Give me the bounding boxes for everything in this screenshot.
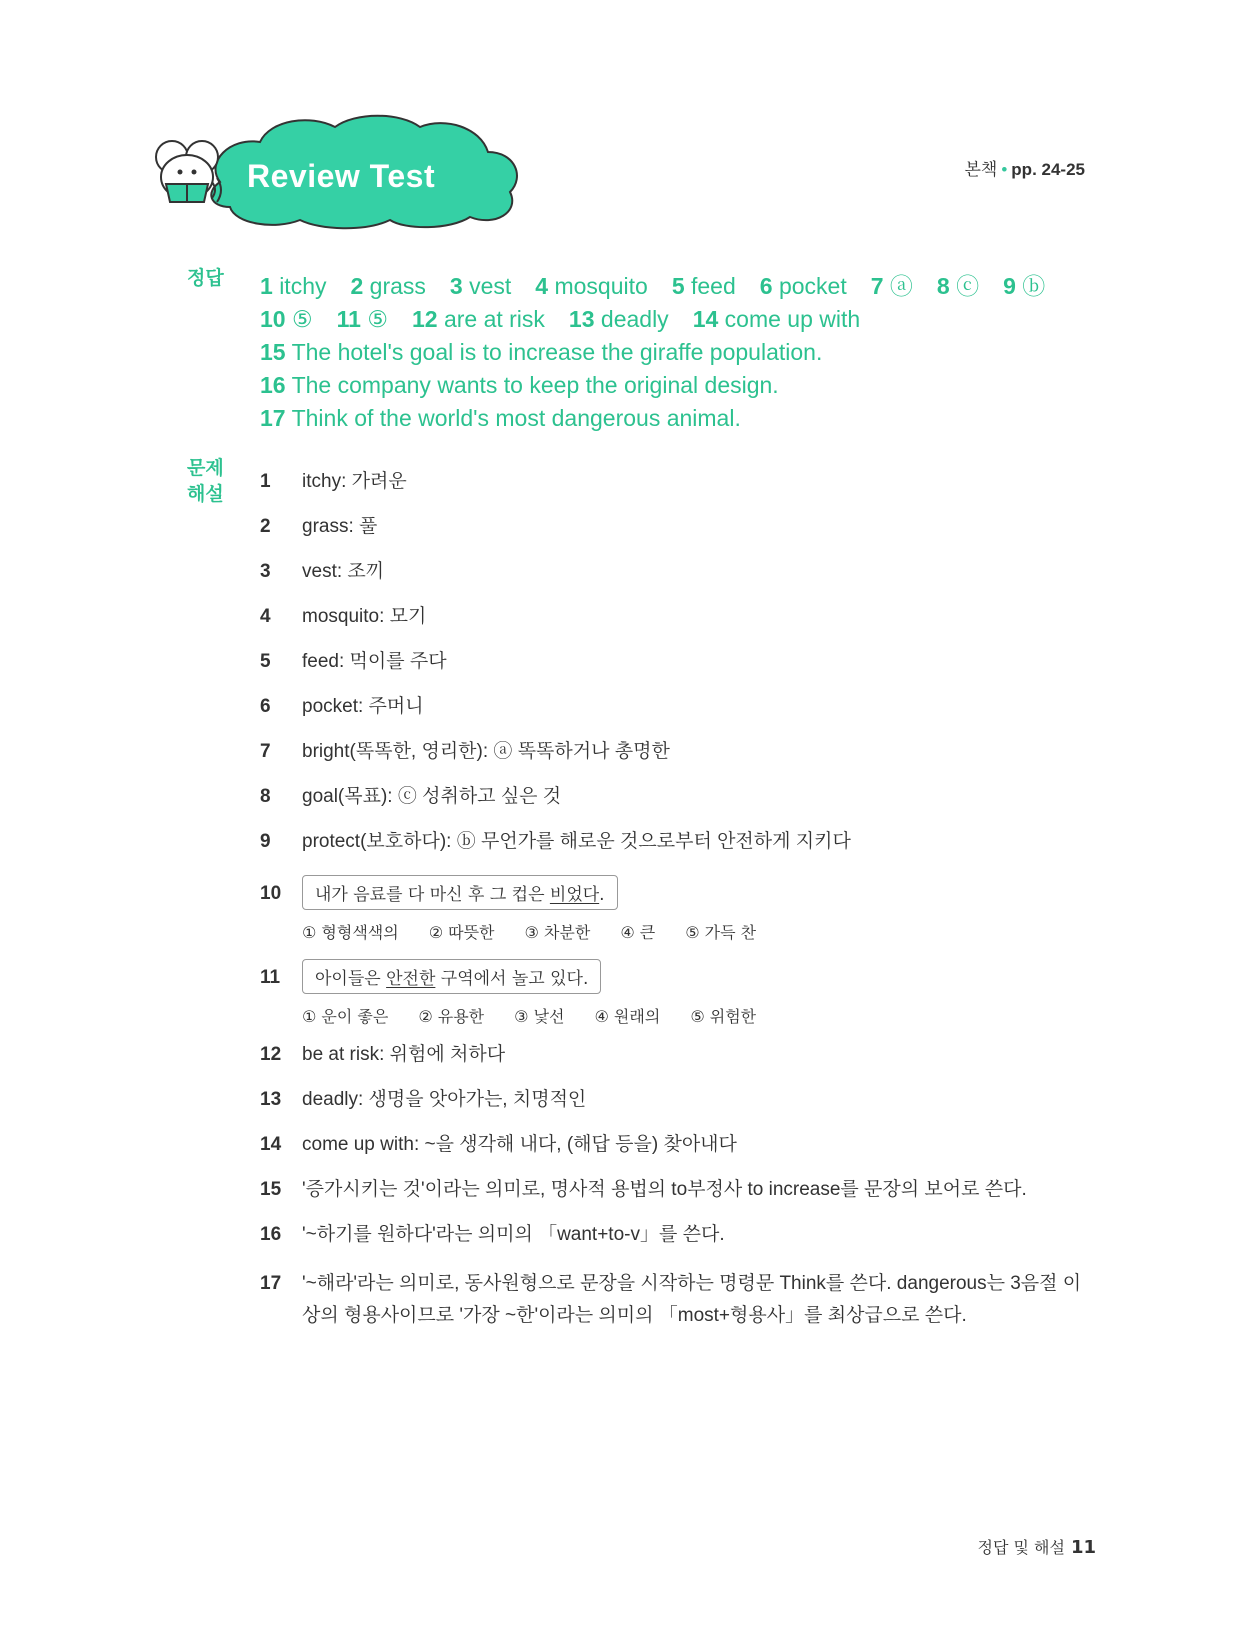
explanations-label xyxy=(187,455,224,507)
answer-text: The hotel's goal is to increase the giraffe population. xyxy=(291,339,823,365)
choice-option: ③ 낯선 xyxy=(514,1007,565,1026)
answer-number: 5 xyxy=(671,273,685,299)
explanation-number: 1 xyxy=(260,471,271,492)
explanation-text: be at risk: 위험에 처하다 xyxy=(302,1044,506,1065)
choice-option: ④ 큰 xyxy=(620,923,656,942)
explanations-list xyxy=(260,470,1090,1346)
answer-text: Think of the world's most dangerous animal. xyxy=(291,405,741,431)
question-sentence-box xyxy=(302,875,618,910)
explanation-number: 11 xyxy=(260,967,281,988)
sentence-text: . xyxy=(599,885,605,905)
explanation-text: come up with: ~을 생각해 내다, (해답 등을) 찾아내다 xyxy=(302,1134,737,1155)
explanation-item xyxy=(260,650,1090,695)
explanation-text: feed: 먹이를 주다 xyxy=(302,651,447,672)
explanation-text: '증가시키는 것'이라는 의미로, 명사적 용법의 to부정사 to increase를 문장의 보어로 쓴다. xyxy=(302,1179,1027,1200)
answer-text: mosquito xyxy=(554,273,648,299)
footer-text: 정답 및 해설 xyxy=(977,1538,1065,1557)
explanation-number: 13 xyxy=(260,1089,282,1110)
page-title: Review Test xyxy=(247,158,436,194)
explanation-item xyxy=(260,515,1090,560)
explanation-text: goal(목표): ⓒ 성취하고 싶은 것 xyxy=(302,786,562,807)
page-footer xyxy=(977,1535,1096,1558)
underlined-word: 안전한 xyxy=(386,969,436,989)
answer-item xyxy=(672,270,736,303)
explanation-number: 8 xyxy=(260,786,271,807)
answer-row xyxy=(260,303,1090,336)
answer-item xyxy=(337,303,388,336)
bullet-dot-icon: • xyxy=(1001,160,1008,179)
answer-text: vest xyxy=(469,273,512,299)
explanation-number: 10 xyxy=(260,883,282,904)
choice-option: ④ 원래의 xyxy=(594,1007,661,1026)
answer-text: deadly xyxy=(600,306,669,332)
explanation-item xyxy=(260,1268,1090,1332)
answer-item xyxy=(871,270,913,303)
answer-number: 6 xyxy=(759,273,773,299)
answer-choices xyxy=(302,920,1090,943)
explanation-item xyxy=(260,785,1090,830)
explanation-item xyxy=(260,1043,1090,1088)
explanation-number: 16 xyxy=(260,1224,282,1245)
explanation-text: vest: 조끼 xyxy=(302,561,385,582)
answer-text: are at risk xyxy=(443,306,545,332)
answer-item xyxy=(937,270,979,303)
explanation-number: 3 xyxy=(260,561,271,582)
answer-text: ⓐ xyxy=(889,273,913,299)
choice-option: ③ 차분한 xyxy=(524,923,591,942)
book-label: 본책 xyxy=(964,160,998,179)
answer-number: 15 xyxy=(260,339,286,365)
answer-item xyxy=(260,402,741,435)
explanation-item xyxy=(260,695,1090,740)
explanation-text: '~해라'라는 의미로, 동사원형으로 문장을 시작하는 명령문 Think를 쓴다. dangerous는 3음절 이상의 형용사이므로 '가장 ~한'이라는 의미의 「most+형용사」를 최상급으로 쓴다. xyxy=(302,1273,1082,1326)
choice-option: ① 형형색색의 xyxy=(302,923,399,942)
explanations-label-line2: 해설 xyxy=(187,483,224,505)
explanation-text: itchy: 가려운 xyxy=(302,471,407,492)
choice-option: ② 유용한 xyxy=(418,1007,485,1026)
explanation-item xyxy=(260,1133,1090,1178)
answer-item xyxy=(693,303,861,336)
answer-item xyxy=(450,270,511,303)
explanation-item xyxy=(260,875,1090,943)
answer-number: 8 xyxy=(936,273,950,299)
answer-row xyxy=(260,336,1090,369)
explanation-item xyxy=(260,605,1090,650)
answer-text: ⑤ xyxy=(291,306,313,332)
answer-text: pocket xyxy=(778,273,847,299)
answer-number: 1 xyxy=(260,273,273,299)
answer-item xyxy=(1003,270,1045,303)
page-reference xyxy=(964,155,1085,180)
explanation-text: bright(똑똑한, 영리한): ⓐ 똑똑하거나 총명한 xyxy=(302,741,670,762)
answer-item xyxy=(535,270,648,303)
answer-item xyxy=(260,303,313,336)
answer-text: The company wants to keep the original design. xyxy=(291,372,779,398)
answer-number: 12 xyxy=(411,306,438,332)
answer-number: 16 xyxy=(260,372,286,398)
choice-option: ⑤ 위험한 xyxy=(690,1007,757,1026)
answer-item xyxy=(260,270,326,303)
explanation-number: 4 xyxy=(260,606,271,627)
answer-text: itchy xyxy=(279,273,327,299)
answer-number: 13 xyxy=(568,306,595,332)
answer-item xyxy=(260,336,822,369)
choice-option: ① 운이 좋은 xyxy=(302,1007,389,1026)
explanation-number: 2 xyxy=(260,516,271,537)
explanation-item xyxy=(260,470,1090,515)
answer-text: ⓒ xyxy=(956,273,980,299)
answer-number: 9 xyxy=(1003,273,1016,299)
answer-number: 4 xyxy=(535,273,549,299)
explanation-number: 5 xyxy=(260,651,271,672)
explanation-number: 17 xyxy=(260,1273,282,1294)
answer-item xyxy=(412,303,545,336)
answer-text: grass xyxy=(369,273,426,299)
explanation-text: protect(보호하다): ⓑ 무언가를 해로운 것으로부터 안전하게 지키다 xyxy=(302,831,851,852)
explanation-item xyxy=(260,959,1090,1027)
answer-text: ⑤ xyxy=(367,306,388,332)
explanation-item xyxy=(260,740,1090,785)
sentence-text: 내가 음료를 다 마신 후 그 컵은 xyxy=(315,885,550,905)
answer-number: 3 xyxy=(449,273,463,299)
sentence-text: 아이들은 xyxy=(315,969,387,989)
explanation-number: 14 xyxy=(260,1134,282,1155)
answer-number: 11 xyxy=(336,306,361,332)
explanation-number: 12 xyxy=(260,1044,282,1065)
explanation-number: 9 xyxy=(260,831,271,852)
choice-option: ⑤ 가득 찬 xyxy=(685,923,757,942)
explanation-number: 6 xyxy=(260,696,271,717)
answer-number: 17 xyxy=(260,405,286,431)
explanations-label-line1: 문제 xyxy=(187,457,224,479)
answer-row xyxy=(260,270,1090,303)
answer-number: 10 xyxy=(260,306,286,332)
explanation-item xyxy=(260,1223,1090,1268)
explanation-text: '~하기를 원하다'라는 의미의 「want+to-v」를 쓴다. xyxy=(302,1224,725,1245)
question-sentence-box xyxy=(302,959,601,994)
page-number: 11 xyxy=(1070,1537,1096,1558)
answer-number: 14 xyxy=(692,306,719,332)
explanation-text: pocket: 주머니 xyxy=(302,696,424,717)
page-range: pp. 24-25 xyxy=(1011,160,1085,179)
underlined-word: 비었다 xyxy=(549,885,600,905)
answer-item xyxy=(260,369,779,402)
explanation-text: mosquito: 모기 xyxy=(302,606,427,627)
explanation-number: 7 xyxy=(260,741,271,762)
answer-text: come up with xyxy=(724,306,861,332)
answer-number: 7 xyxy=(870,273,884,299)
answers-block xyxy=(260,270,1090,435)
answer-row xyxy=(260,402,1090,435)
sentence-text: 구역에서 놀고 있다. xyxy=(435,969,589,989)
answer-number: 2 xyxy=(350,273,364,299)
answer-text: feed xyxy=(691,273,736,299)
answer-item xyxy=(760,270,847,303)
explanation-item xyxy=(260,1088,1090,1133)
answer-row xyxy=(260,369,1090,402)
answers-label: 정답 xyxy=(187,267,224,289)
explanation-item xyxy=(260,1178,1090,1223)
answer-choices xyxy=(302,1004,1090,1027)
explanation-text: deadly: 생명을 앗아가는, 치명적인 xyxy=(302,1089,587,1110)
explanation-item xyxy=(260,830,1090,875)
explanation-item xyxy=(260,560,1090,605)
explanation-number: 15 xyxy=(260,1179,282,1200)
explanation-text: grass: 풀 xyxy=(302,516,378,537)
answer-item xyxy=(350,270,425,303)
choice-option: ② 따뜻한 xyxy=(428,923,495,942)
answer-item xyxy=(569,303,669,336)
answer-text: ⓑ xyxy=(1022,273,1046,299)
